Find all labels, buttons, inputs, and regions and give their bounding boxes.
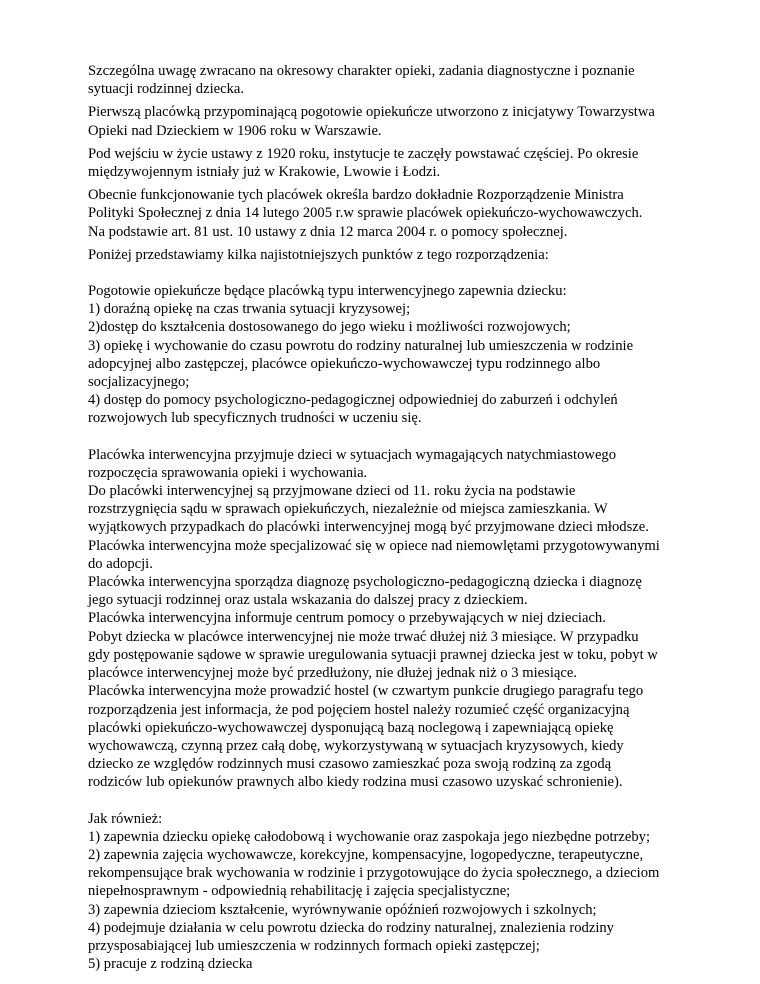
text-line: Placówka interwencyjna może specjalizować się w opiece nad niemowlętami przygotowywanymi: [88, 537, 660, 554]
section-pogotowie-opiekuncze: [88, 282, 688, 428]
text-line: Placówka interwencyjna informuje centrum pomocy o przebywających w niej dzieciach.: [88, 610, 606, 627]
blank-line: [88, 428, 688, 441]
text-line: 2) zapewnia zajęcia wychowawcze, korekcyjne, kompensacyjne, logopedyczne, terapeutyczne,: [88, 846, 644, 863]
text-line: Opieki nad Dzieckiem w 1906 roku w Warszawie.: [88, 122, 382, 139]
blank-line: [88, 792, 688, 805]
text-line: Obecnie funkcjonowanie tych placówek określa bardzo dokładnie Rozporządzenie Ministra: [88, 187, 624, 204]
paragraph-ponizej: [88, 246, 688, 264]
text-line: rozstrzygnięcia sądu w sprawach opiekuńczych, niezależnie od miejsca zamieszkania. W: [88, 501, 608, 518]
text-line: Pogotowie opiekuńcze będące placówką typu interwencyjnego zapewnia dziecku:: [88, 283, 567, 300]
text-line: sytuacji rodzinnej dziecka.: [88, 81, 245, 98]
text-line: międzywojennym istniały już w Krakowie, Lwowie i Łodzi.: [88, 164, 441, 181]
blank-line: [88, 269, 688, 282]
text-line: Placówka interwencyjna sporządza diagnozę psychologiczno-pedagogiczną dziecka i diagnozę: [88, 574, 642, 591]
text-line: rodziców lub opiekunów prawnych albo kiedy rodzina musi czasowo uzyskać schronienie).: [88, 774, 623, 791]
paragraph-pierwsza-placowka: [88, 103, 688, 139]
text-line: 3) opiekę i wychowanie do czasu powrotu do rodziny naturalnej lub umieszczenia w rodzinie: [88, 337, 634, 354]
text-line: 1) zapewnia dziecku opiekę całodobową i wychowanie oraz zaspokaja jego niezbędne potrzeby;: [88, 828, 651, 845]
text-line: rozwojowych lub specyficznych trudności w uczeniu się.: [88, 410, 422, 427]
text-line: 1) doraźną opiekę na czas trwania sytuacji kryzysowej;: [88, 301, 411, 318]
text-line: przysposabiającej lub umieszczenia w rodzinnych formach opieki zastępczej;: [88, 937, 540, 954]
section-jak-rowniez: [88, 810, 688, 974]
text-line: Polityki Społecznej z dnia 14 lutego 2005 r.w sprawie placówek opiekuńczo-wychowawczych.: [88, 205, 643, 222]
text-line: gdy postępowanie sądowe w sprawie uregulowania sytuacji prawnej dziecka jest w toku, pobyt w: [88, 646, 658, 663]
text-line: Pod wejściu w życie ustawy z 1920 roku, instytucje te zaczęły powstawać częściej. Po okresie: [88, 145, 639, 162]
text-line: Placówka interwencyjna przyjmuje dzieci w sytuacjach wymagających natychmiastowego: [88, 446, 617, 463]
text-line: rekompensujące brak wychowania w rodzinie i przygotowujące do życia społecznego, a dzieciom: [88, 865, 660, 882]
text-line: do adopcji.: [88, 555, 153, 572]
text-line: Poniżej przedstawiamy kilka najistotniejszych punktów z tego rozporządzenia:: [88, 246, 549, 263]
text-line: placówce interwencyjnej może być przedłużony, nie dłużej jednak niż o 3 miesiące.: [88, 665, 577, 682]
text-line: niepełnosprawnym - odpowiednią rehabilitację i zajęcia specjalistyczne;: [88, 883, 511, 900]
text-line: dziecko ze względów rodzinnych musi czasowo zamieszkać poza swoją rodziną za zgodą: [88, 756, 612, 773]
text-line: Jak również:: [88, 810, 163, 827]
text-line: adopcyjnej albo zastępczej, placówce opiekuńczo-wychowawczej typu rodzinnego albo: [88, 355, 601, 372]
text-line: 4) dostęp do pomocy psychologiczno-pedagogicznej odpowiedniej do zaburzeń i odchyleń: [88, 392, 618, 409]
text-line: Pierwszą placówką przypominającą pogotowie opiekuńcze utworzono z inicjatywy Towarzystwa: [88, 104, 655, 121]
paragraph-opieka-charakter: [88, 62, 688, 98]
paragraph-ustawa-1920: [88, 145, 688, 181]
text-line: Szczególna uwagę zwracano na okresowy charakter opieki, zadania diagnostyczne i poznanie: [88, 63, 635, 79]
text-line: 4) podejmuje działania w celu powrotu dziecka do rodziny naturalnej, znalezienia rodziny: [88, 919, 614, 936]
text-line: rozporządzenia jest informacja, że pod pojęciem hostel należy rozumieć część organizacyjną: [88, 701, 630, 718]
text-line: wyjątkowych przypadkach do placówki interwencyjnej mogą być przyjmowane dzieci młodsze.: [88, 519, 649, 536]
text-line: wychowawczą, czynną przez całą dobę, wykorzystywaną w sytuacjach kryzysowych, kiedy: [88, 737, 624, 754]
section-placowka-interwencyjna: [88, 446, 688, 792]
text-line: 3) zapewnia dzieciom kształcenie, wyrównywanie opóźnień rozwojowych i szkolnych;: [88, 901, 597, 918]
text-line: rozpoczęcia sprawowania opieki i wychowania.: [88, 464, 368, 481]
text-line: placówki opiekuńczo-wychowawczej dysponującą bazą noclegową i zapewniającą opiekę: [88, 719, 614, 736]
paragraph-rozporzadzenie: [88, 186, 688, 241]
text-line: Do placówki interwencyjnej są przyjmowane dzieci od 11. roku życia na podstawie: [88, 483, 576, 500]
text-line: Pobyt dziecka w placówce interwencyjnej nie może trwać dłużej niż 3 miesiące. W przypadku: [88, 628, 639, 645]
text-line: Na podstawie art. 81 ust. 10 ustawy z dnia 12 marca 2004 r. o pomocy społecznej.: [88, 223, 568, 240]
document-page: [88, 62, 688, 973]
text-line: 5) pracuje z rodziną dziecka: [88, 956, 253, 973]
text-line: 2)dostęp do kształcenia dostosowanego do jego wieku i możliwości rozwojowych;: [88, 319, 571, 336]
text-line: socjalizacyjnego;: [88, 374, 190, 391]
text-line: Placówka interwencyjna może prowadzić hostel (w czwartym punkcie drugiego paragrafu tego: [88, 683, 644, 700]
text-line: jego sytuacji rodzinnej oraz ustala wskazania do dalszej pracy z dzieckiem.: [88, 592, 528, 609]
